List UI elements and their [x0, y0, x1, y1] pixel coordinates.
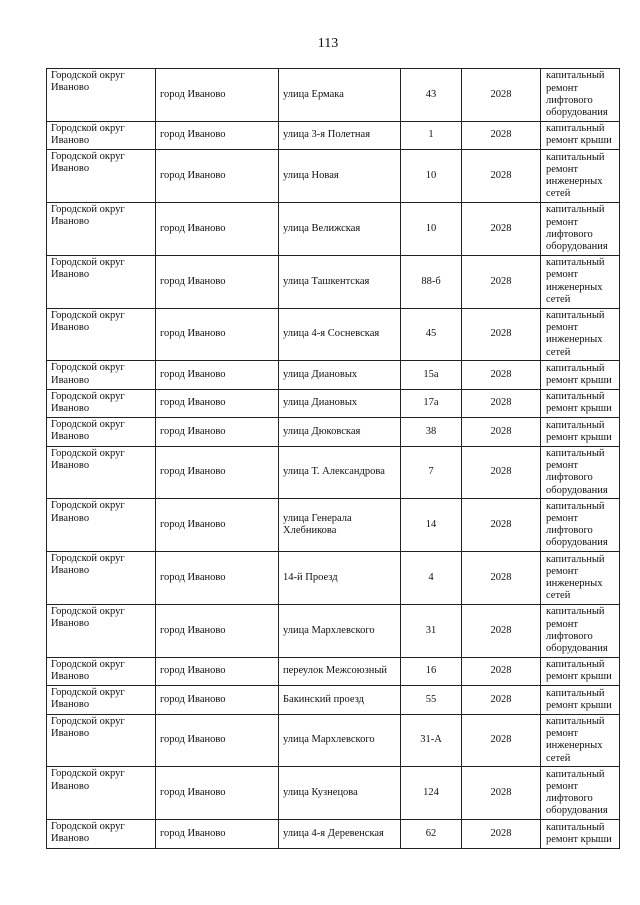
locality-cell: город Иваново	[156, 657, 279, 685]
work-type-cell: капитальный ремонт крыши	[541, 121, 620, 149]
year-cell: 2028	[462, 499, 541, 552]
table-body	[47, 69, 620, 849]
year-cell: 2028	[462, 202, 541, 255]
year-cell: 2028	[462, 150, 541, 203]
street-cell: улица Диановых	[279, 361, 401, 389]
municipality-cell: Городской округ Иваново	[47, 202, 156, 255]
house-number-cell: 31-А	[401, 714, 462, 767]
locality-cell: город Иваново	[156, 255, 279, 308]
table-row	[47, 604, 620, 657]
house-number-cell: 45	[401, 308, 462, 361]
year-cell: 2028	[462, 657, 541, 685]
year-cell: 2028	[462, 121, 541, 149]
work-type-cell: капитальный ремонт инженерных сетей	[541, 255, 620, 308]
house-number-cell: 10	[401, 150, 462, 203]
locality-cell: город Иваново	[156, 446, 279, 499]
year-cell: 2028	[462, 767, 541, 820]
year-cell: 2028	[462, 552, 541, 605]
year-cell: 2028	[462, 714, 541, 767]
table-row	[47, 255, 620, 308]
work-type-cell: капитальный ремонт крыши	[541, 820, 620, 848]
year-cell: 2028	[462, 308, 541, 361]
year-cell: 2028	[462, 389, 541, 417]
table-row	[47, 361, 620, 389]
municipality-cell: Городской округ Иваново	[47, 308, 156, 361]
year-cell: 2028	[462, 446, 541, 499]
house-number-cell: 43	[401, 69, 462, 122]
work-type-cell: капитальный ремонт лифтового оборудования	[541, 446, 620, 499]
street-cell: улица Ермака	[279, 69, 401, 122]
table-row	[47, 499, 620, 552]
house-number-cell: 4	[401, 552, 462, 605]
street-cell: улица 3-я Полетная	[279, 121, 401, 149]
repair-schedule-table	[46, 68, 620, 849]
table-row	[47, 714, 620, 767]
locality-cell: город Иваново	[156, 686, 279, 714]
year-cell: 2028	[462, 361, 541, 389]
page-number: 113	[317, 36, 339, 51]
work-type-cell: капитальный ремонт крыши	[541, 361, 620, 389]
work-type-cell: капитальный ремонт лифтового оборудования	[541, 499, 620, 552]
municipality-cell: Городской округ Иваново	[47, 499, 156, 552]
locality-cell: город Иваново	[156, 361, 279, 389]
table-row	[47, 150, 620, 203]
work-type-cell: капитальный ремонт инженерных сетей	[541, 308, 620, 361]
work-type-cell: капитальный ремонт крыши	[541, 418, 620, 446]
municipality-cell: Городской округ Иваново	[47, 657, 156, 685]
locality-cell: город Иваново	[156, 202, 279, 255]
house-number-cell: 62	[401, 820, 462, 848]
table-row	[47, 686, 620, 714]
municipality-cell: Городской округ Иваново	[47, 552, 156, 605]
year-cell: 2028	[462, 820, 541, 848]
street-cell: Бакинский проезд	[279, 686, 401, 714]
municipality-cell: Городской округ Иваново	[47, 150, 156, 203]
house-number-cell: 38	[401, 418, 462, 446]
municipality-cell: Городской округ Иваново	[47, 820, 156, 848]
table-row	[47, 767, 620, 820]
street-cell: 14-й Проезд	[279, 552, 401, 605]
work-type-cell: капитальный ремонт крыши	[541, 389, 620, 417]
work-type-cell: капитальный ремонт крыши	[541, 657, 620, 685]
municipality-cell: Городской округ Иваново	[47, 604, 156, 657]
work-type-cell: капитальный ремонт крыши	[541, 686, 620, 714]
house-number-cell: 31	[401, 604, 462, 657]
locality-cell: город Иваново	[156, 418, 279, 446]
table-row	[47, 657, 620, 685]
locality-cell: город Иваново	[156, 552, 279, 605]
municipality-cell: Городской округ Иваново	[47, 446, 156, 499]
locality-cell: город Иваново	[156, 714, 279, 767]
house-number-cell: 14	[401, 499, 462, 552]
table-row	[47, 202, 620, 255]
table-row	[47, 418, 620, 446]
municipality-cell: Городской округ Иваново	[47, 389, 156, 417]
street-cell: улица 4-я Сосневская	[279, 308, 401, 361]
year-cell: 2028	[462, 69, 541, 122]
street-cell: улица Генерала Хлебникова	[279, 499, 401, 552]
year-cell: 2028	[462, 418, 541, 446]
locality-cell: город Иваново	[156, 767, 279, 820]
year-cell: 2028	[462, 686, 541, 714]
municipality-cell: Городской округ Иваново	[47, 255, 156, 308]
locality-cell: город Иваново	[156, 150, 279, 203]
street-cell: улица Мархлевского	[279, 714, 401, 767]
locality-cell: город Иваново	[156, 121, 279, 149]
locality-cell: город Иваново	[156, 389, 279, 417]
work-type-cell: капитальный ремонт лифтового оборудования	[541, 202, 620, 255]
street-cell: улица Велижская	[279, 202, 401, 255]
year-cell: 2028	[462, 255, 541, 308]
locality-cell: город Иваново	[156, 69, 279, 122]
house-number-cell: 15а	[401, 361, 462, 389]
street-cell: улица Кузнецова	[279, 767, 401, 820]
table-row	[47, 820, 620, 848]
work-type-cell: капитальный ремонт лифтового оборудования	[541, 69, 620, 122]
table-row	[47, 446, 620, 499]
work-type-cell: капитальный ремонт инженерных сетей	[541, 150, 620, 203]
house-number-cell: 10	[401, 202, 462, 255]
year-cell: 2028	[462, 604, 541, 657]
locality-cell: город Иваново	[156, 499, 279, 552]
street-cell: улица 4-я Деревенская	[279, 820, 401, 848]
house-number-cell: 1	[401, 121, 462, 149]
table-row	[47, 552, 620, 605]
house-number-cell: 55	[401, 686, 462, 714]
municipality-cell: Городской округ Иваново	[47, 361, 156, 389]
table-row	[47, 308, 620, 361]
street-cell: улица Дюковская	[279, 418, 401, 446]
work-type-cell: капитальный ремонт инженерных сетей	[541, 714, 620, 767]
house-number-cell: 88-б	[401, 255, 462, 308]
table-row	[47, 389, 620, 417]
house-number-cell: 17а	[401, 389, 462, 417]
table-row	[47, 121, 620, 149]
municipality-cell: Городской округ Иваново	[47, 767, 156, 820]
municipality-cell: Городской округ Иваново	[47, 121, 156, 149]
street-cell: улица Ташкентская	[279, 255, 401, 308]
street-cell: улица Мархлевского	[279, 604, 401, 657]
house-number-cell: 124	[401, 767, 462, 820]
municipality-cell: Городской округ Иваново	[47, 714, 156, 767]
locality-cell: город Иваново	[156, 604, 279, 657]
municipality-cell: Городской округ Иваново	[47, 686, 156, 714]
street-cell: улица Новая	[279, 150, 401, 203]
house-number-cell: 7	[401, 446, 462, 499]
municipality-cell: Городской округ Иваново	[47, 418, 156, 446]
repair-schedule-table-container	[46, 68, 612, 849]
street-cell: улица Диановых	[279, 389, 401, 417]
table-row	[47, 69, 620, 122]
house-number-cell: 16	[401, 657, 462, 685]
locality-cell: город Иваново	[156, 308, 279, 361]
street-cell: переулок Межсоюзный	[279, 657, 401, 685]
work-type-cell: капитальный ремонт лифтового оборудования	[541, 767, 620, 820]
street-cell: улица Т. Александрова	[279, 446, 401, 499]
municipality-cell: Городской округ Иваново	[47, 69, 156, 122]
locality-cell: город Иваново	[156, 820, 279, 848]
work-type-cell: капитальный ремонт лифтового оборудования	[541, 604, 620, 657]
work-type-cell: капитальный ремонт инженерных сетей	[541, 552, 620, 605]
